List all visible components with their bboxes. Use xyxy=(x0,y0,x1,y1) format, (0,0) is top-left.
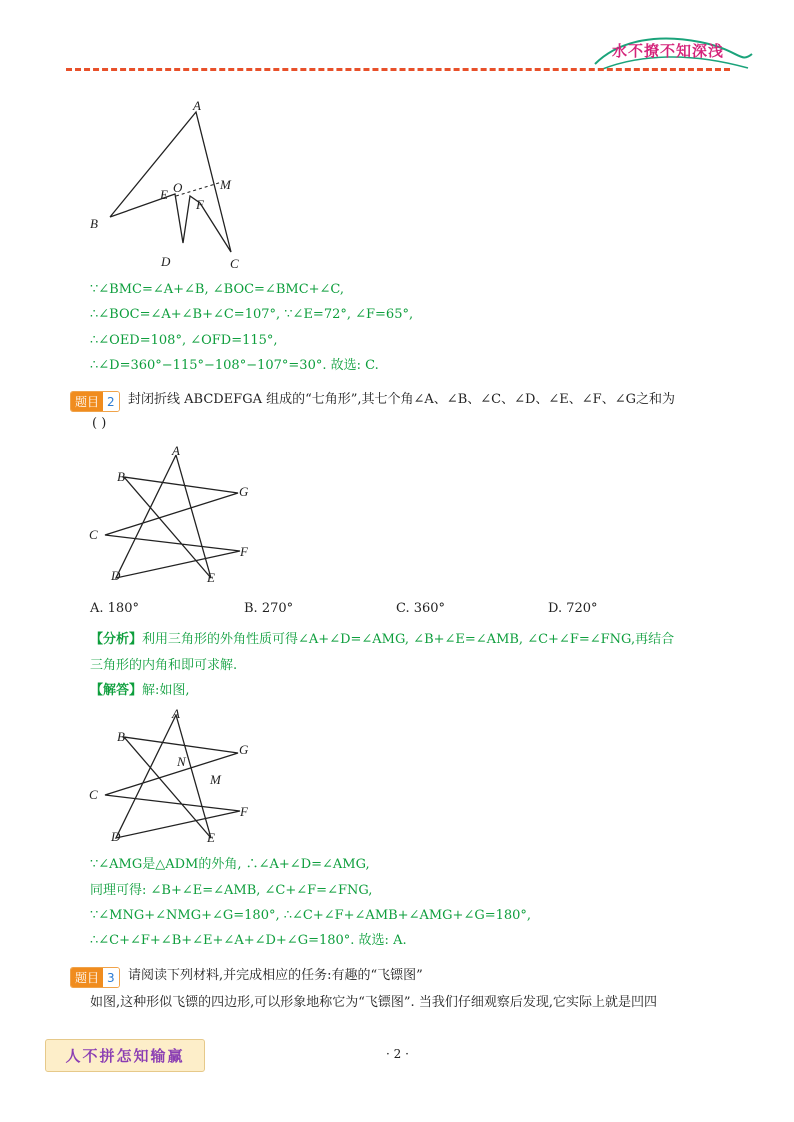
footer-motto: 人不拼怎知输赢 xyxy=(45,1039,205,1072)
analysis-line-2: 三角形的内角和即可求解. xyxy=(90,658,238,673)
figure-heptagram-labeled xyxy=(80,700,270,850)
fig2-label-C: C xyxy=(89,527,98,542)
fig3-label-B: B xyxy=(117,729,125,744)
fig2-label-D: D xyxy=(111,568,121,583)
analysis-text-1: 利用三角形的外角性质可得∠A+∠D=∠AMG, ∠B+∠E=∠AMB, ∠C+∠F=∠FNG,再结合 xyxy=(142,632,675,647)
solution2-line-3: ∵∠MNG+∠NMG+∠G=180°, ∴∠C+∠F+∠AMB+∠AMG+∠G=180°, xyxy=(90,908,532,923)
fig3-label-C: C xyxy=(89,787,98,802)
solution2-line-4: ∴∠C+∠F+∠B+∠E+∠A+∠D+∠G=180°. 故选: A. xyxy=(90,933,407,948)
question3-body: 如图,这种形似飞镖的四边形,可以形象地称它为“飞镖图”. 当我们仔细观察后发现,它实际上就是凹四 xyxy=(90,995,657,1010)
question2-blank: ( ) xyxy=(92,416,107,431)
choice-c[interactable]: C. 360° xyxy=(396,601,446,616)
fig3-label-F: F xyxy=(240,804,248,819)
fig2-label-B: B xyxy=(117,469,125,484)
fig2-label-A: A xyxy=(172,443,180,458)
fig1-label-M: M xyxy=(220,177,231,192)
fig3-label-E: E xyxy=(207,830,215,845)
fig3-label-N: N xyxy=(177,754,186,769)
fig1-label-E: E xyxy=(160,187,168,202)
fig3-label-D: D xyxy=(111,829,121,844)
question3-badge-number: 3 xyxy=(103,968,119,987)
fig1-label-F: F xyxy=(196,197,204,212)
question3-title: 请阅读下列材料,并完成相应的任务:有趣的“飞镖图” xyxy=(128,968,423,983)
figure-dart xyxy=(80,100,260,280)
page-number: · 2 · xyxy=(386,1047,409,1061)
question3-badge xyxy=(70,967,120,988)
answer-line xyxy=(90,682,190,700)
question2-badge-label: 题目 xyxy=(71,392,103,411)
answer-intro: 解:如图, xyxy=(142,683,190,698)
fig3-label-M: M xyxy=(210,772,221,787)
answer-tag: 【解答】 xyxy=(90,683,143,698)
question3-badge-label: 题目 xyxy=(71,968,103,987)
analysis-tag: 【分析】 xyxy=(90,632,143,647)
fig1-label-A: A xyxy=(193,100,201,113)
choice-a[interactable]: A. 180° xyxy=(90,601,139,616)
solution1-line-3: ∴∠OED=108°, ∠OFD=115°, xyxy=(90,333,278,348)
analysis-line-1 xyxy=(90,631,674,649)
solution1-line-1: ∵∠BMC=∠A+∠B, ∠BOC=∠BMC+∠C, xyxy=(90,282,345,297)
fig3-label-G: G xyxy=(239,742,249,757)
solution2-line-2: 同理可得: ∠B+∠E=∠AMB, ∠C+∠F=∠FNG, xyxy=(90,883,373,898)
question2-badge-number: 2 xyxy=(103,392,119,411)
fig2-label-F: F xyxy=(240,544,248,559)
figure-heptagram xyxy=(80,440,270,590)
solution2-line-1: ∵∠AMG是△ADM的外角, ∴∠A+∠D=∠AMG, xyxy=(90,857,370,872)
header-divider xyxy=(66,68,730,71)
choice-b[interactable]: B. 270° xyxy=(244,601,294,616)
solution1-line-4: ∴∠D=360°−115°−108°−107°=30°. 故选: C. xyxy=(90,358,379,373)
question2-badge xyxy=(70,391,120,412)
fig1-label-O: O xyxy=(173,180,183,195)
fig1-label-B: B xyxy=(90,216,98,231)
fig2-label-E: E xyxy=(207,570,215,585)
header-logo-text: 水不撩不知深浅 xyxy=(612,42,725,60)
fig2-label-G: G xyxy=(239,484,249,499)
solution1-line-2: ∴∠BOC=∠A+∠B+∠C=107°, ∵∠E=72°, ∠F=65°, xyxy=(90,307,414,322)
fig1-label-C: C xyxy=(230,256,239,271)
question2-text: 封闭折线 ABCDEFGA 组成的“七角形”,其七个角∠A、∠B、∠C、∠D、∠E、∠F、∠G之和为 xyxy=(128,392,675,407)
choice-d[interactable]: D. 720° xyxy=(548,601,598,616)
fig1-label-D: D xyxy=(161,254,171,269)
fig3-label-A: A xyxy=(172,706,180,721)
